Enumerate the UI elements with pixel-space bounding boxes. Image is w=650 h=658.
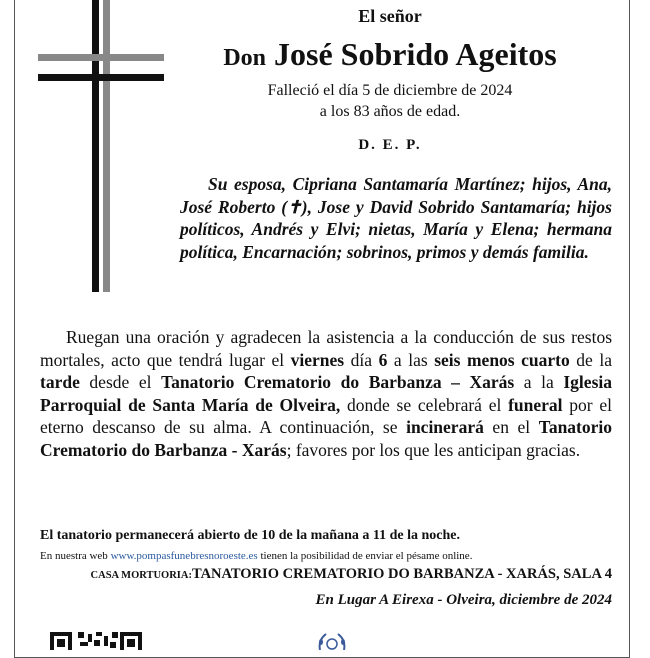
deceased-name-line: [180, 36, 600, 73]
web-text-before: En nuestra web: [40, 550, 111, 562]
small-cross-icon: ✝: [287, 196, 302, 217]
ceremony-time: seis menos cuarto: [434, 349, 570, 370]
ceremony-date: 6: [378, 349, 388, 370]
ceremony-text: en el: [483, 417, 539, 437]
ceremony-text: a las: [387, 349, 435, 370]
ceremony-day: viernes: [290, 349, 345, 370]
ceremony-text: ; favores por los que les anticipan gracias.: [286, 439, 581, 460]
deceased-name: José Sobrido Ageitos: [274, 36, 557, 72]
title: El señor: [358, 6, 422, 26]
casa-mortuoria: [40, 566, 612, 583]
web-text-after: tienen la posibilidad de enviar el pésame online.: [257, 550, 473, 562]
dep: D. E. P.: [358, 137, 422, 153]
ceremony-text: Ruegan una oración y agradecen la asistencia a la conducción de sus restos mortales, acto que tendrá lugar el: [40, 327, 612, 370]
ceremony-origin: Tanatorio Crematorio do Barbanza – Xarás: [161, 372, 515, 392]
ceremony-funeral: funeral: [508, 394, 563, 415]
ceremony-text: día: [344, 349, 379, 370]
family-text-1: Su esposa, Cipriana Santamaría Martínez; hijos, Ana, José Roberto (: [180, 174, 612, 217]
ceremony-text: de la: [569, 349, 613, 370]
qr-code-icon[interactable]: [50, 632, 150, 650]
ceremony-crematorium: Tanatorio Crematorio do Barbanza - Xarás: [40, 417, 613, 460]
cross-horizontal-gray: [38, 54, 164, 61]
cross-vertical-gray: [103, 0, 110, 292]
web-line: [40, 550, 612, 562]
death-info: [180, 80, 600, 122]
cross-horizontal-dark: [38, 74, 164, 81]
ceremony-church: Iglesia Parroquial de Santa María de Olveira,: [40, 372, 612, 415]
casa-label: CASA MORTUORIA:: [90, 570, 192, 581]
ceremony-period: tarde: [40, 372, 80, 392]
died-line: Falleció el día 5 de diciembre de 2024: [267, 82, 513, 99]
tanatorio-hours: El tanatorio permanecerá abierto de 10 de la mañana a 11 de la noche.: [40, 528, 460, 543]
cross-vertical-dark: [92, 0, 99, 292]
age-line: a los 83 años de edad.: [319, 103, 461, 120]
website-link[interactable]: www.pompasfunebresnoroeste.es: [110, 550, 258, 562]
ceremony-text: donde se celebrará el: [340, 394, 509, 415]
ceremony-text: desde el: [79, 372, 162, 392]
ceremony-text: a la: [514, 372, 564, 392]
ceremony-text: por el eterno descanso de su alma. A continuación, se: [40, 394, 612, 437]
laurel-emblem-icon: [312, 630, 352, 650]
ceremony-paragraph: [40, 326, 612, 461]
place-date: En Lugar A Eirexa - Olveira, diciembre de 2024: [315, 592, 612, 608]
honorific: Don: [223, 45, 266, 71]
family-paragraph: [180, 173, 612, 263]
family-text-2: ), Jose y David Sobrido Santamaría; hijos políticos, Andrés y Elvi; nietas, María y Elena; hermana política, Encarnación; sobrinos, primos y demás familia.: [180, 196, 612, 262]
casa-value: TANATORIO CREMATORIO DO BARBANZA - XARÁS, SALA 4: [191, 566, 612, 582]
ceremony-cremation: incinerará: [406, 417, 484, 437]
